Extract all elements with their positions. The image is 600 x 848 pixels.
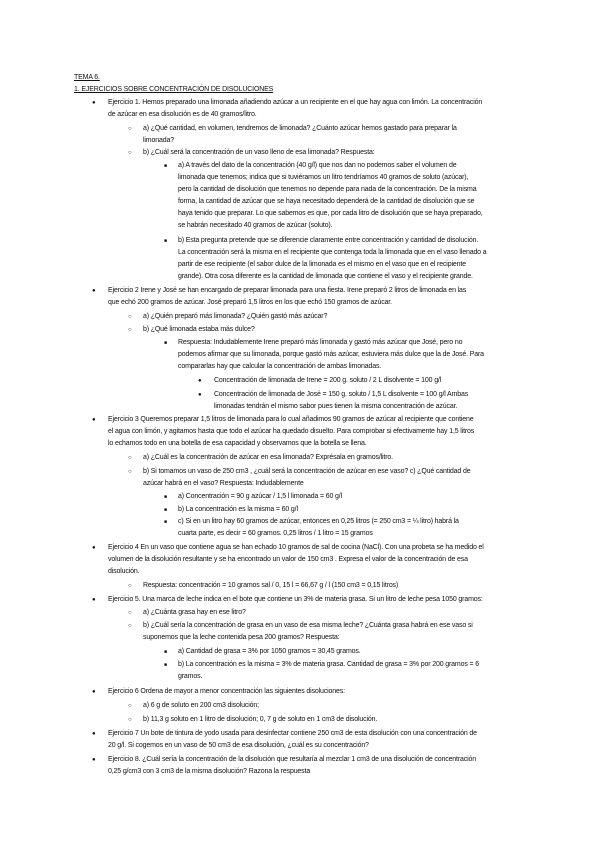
bullet-level-2 xyxy=(128,621,132,631)
bullet-level-2 xyxy=(128,701,132,711)
text-line: Ejercicio 2 Irene y José se han encargado de preparar limonada para una fiesta. Irene preparó 2 litros de limonada en las xyxy=(108,287,467,294)
text-line: suponemos que la leche contenida pesa 200 gramos? Respuesta: xyxy=(143,634,340,641)
section-heading: 1. EJERCICIOS SOBRE CONCENTRACIÓN DE DISOLUCIONES xyxy=(74,86,274,93)
text-line: Ejercicio 7 Un bote de tintura de yodo usada para desinfectar contiene 250 cm3 de esta disolución con una concentración de xyxy=(108,730,477,737)
text-line: Ejercicio 4 En un vaso que contiene agua se han echado 10 gramos de sal de cocina (NaCl). Con una probeta se ha medido el xyxy=(108,544,484,551)
bullet-level-2 xyxy=(128,467,132,477)
text-line: a) ¿Qué cantidad, en volumen, tendremos de limonada? ¿Cuánto azúcar hemos gastado para preparar la xyxy=(143,125,457,132)
bullet-level-3 xyxy=(164,647,167,657)
text-line: 20 g/l. Si cogemos en un vaso de 50 cm3 de esa disolución, ¿cuál es su concentración? xyxy=(108,742,369,749)
text-line: b) ¿Qué limonada estaba más dulce? xyxy=(143,326,255,333)
text-line: La concentración será la misma en el recipiente que contenga toda la limonada que en el vaso llenado a xyxy=(178,249,487,256)
text-line: haya tenido que preparar. Lo que sabemos es que, por cada litro de disolución que se haya preparado, xyxy=(178,210,483,217)
text-line: podemos afirmar que su limonada, porque gastó más azúcar, estuviera más dulce que la de José. Para xyxy=(178,351,484,358)
text-line: b) La concentración es la misma = 60 g/l xyxy=(178,506,298,513)
text-line: disolución. xyxy=(108,568,140,575)
text-line: el agua con limón, y agitamos hasta que todo el azúcar ha quedado disuelto. Para comprobar si efectivamente hay 1,5 litros xyxy=(108,428,475,435)
bullet-level-2 xyxy=(128,608,132,618)
text-line: a) Cantidad de grasa = 3% por 1050 gramos = 30,45 gramos. xyxy=(178,648,361,655)
text-line: que echó 200 gramos de azúcar. José preparó 1,5 litros en los que echó 150 gramos de azúcar. xyxy=(108,299,392,306)
text-line: de azúcar en esa disolución es de 40 gramos/litro. xyxy=(108,111,257,118)
bullet-level-4 xyxy=(198,376,202,386)
bullet-level-1 xyxy=(92,286,96,296)
text-line: compararlas hay que calcular la concentración de ambas limonadas. xyxy=(178,363,382,370)
text-line: Ejercicio 5. Una marca de leche indica en el bote que contiene un 3% de materia grasa. Si un litro de leche pesa 1050 gramos: xyxy=(108,596,483,603)
text-line: Concentración de limonada de José = 150 g. soluto / 1,5 L disolvente = 100 g/l Ambas xyxy=(214,391,469,398)
text-line: a) Concentración = 90 g azúcar / 1,5 l limonada = 60 g/l xyxy=(178,493,342,500)
text-line: b) ¿Cuál sería la concentración de grasa en un vaso de esa misma leche? ¿Cuánta grasa habrá en ese vaso si xyxy=(143,622,473,629)
text-line: Ejercicio 6 Ordena de mayor a menor concentración las siguientes disoluciones: xyxy=(108,688,345,695)
text-line: b) La concentración es la misma = 3% de materia grasa. Cantidad de grasa = 3% por 200 gramos = 6 xyxy=(178,661,479,668)
text-line: azúcar habrá en el vaso? Respuesta: Indudablemente xyxy=(143,480,304,487)
bullet-level-1 xyxy=(92,595,96,605)
text-line: Ejercicio 3 Queremos preparar 1,5 litros de limonada para lo cual añadimos 90 gramos de azúcar al recipiente que contiene xyxy=(108,416,474,423)
bullet-level-3 xyxy=(164,517,167,527)
text-line: limonadas tendrán el mismo sabor pues tienen la misma concentración de azúcar. xyxy=(214,403,458,410)
text-line: gramos. xyxy=(178,673,203,680)
text-line: Concentración de limonada de Irene = 200 g. soluto / 2 L disolvente = 100 g/l xyxy=(214,377,442,384)
text-line: cuarta parte, es decir = 60 gramos. 0,25 litros / 1 litro = 15 gramos xyxy=(178,530,373,537)
text-line: forma, la cantidad de azúcar que se haya necesitado dependerá de la cantidad de disolución que se xyxy=(178,198,475,205)
text-line: a) ¿Quién preparó más limonada? ¿Quién gastó más azúcar? xyxy=(143,313,328,320)
text-line: grande). Otra cosa diferente es la cantidad de limonada que contiene el vaso y el recipiente grande. xyxy=(178,273,473,280)
document-title: TEMA 6. xyxy=(74,74,100,81)
text-line: lo echamos todo en una botella de esa capacidad y observamos que la botella se llena. xyxy=(108,440,367,447)
text-line: b) Si tomamos un vaso de 250 cm3 , ¿cuál será la concentración de azúcar en ese vaso? c) ¿Qué cantidad de xyxy=(143,468,471,475)
bullet-level-2 xyxy=(128,124,132,134)
text-line: a) ¿Cuál es la concentración de azúcar en esa limonada? Exprésala en gramos/litro. xyxy=(143,454,393,461)
text-line: Respuesta: Indudablemente Irene preparó más limonada y gastó más azúcar que José, pero no xyxy=(178,339,463,346)
bullet-level-1 xyxy=(92,98,96,108)
bullet-level-2 xyxy=(128,325,132,335)
bullet-level-2 xyxy=(128,453,132,463)
bullet-level-1 xyxy=(92,687,96,697)
text-line: b) ¿Cuál será la concentración de un vaso lleno de esa limonada? Respuesta: xyxy=(143,149,375,156)
bullet-level-1 xyxy=(92,543,96,553)
text-line: se habrán necesitado 40 gramos de azúcar (soluto). xyxy=(178,222,333,229)
bullet-level-3 xyxy=(164,492,167,502)
text-line: volumen de la disolución resultante y se ha encontrado un valor de 150 cm3 . Expresa el valor de la concentración de esa xyxy=(108,556,468,563)
text-line: pero la cantidad de disolución que tenemos no depende para nada de la concentración. De la misma xyxy=(178,186,477,193)
bullet-level-3 xyxy=(164,338,167,348)
bullet-level-3 xyxy=(164,236,167,246)
text-line: a) ¿Cuánta grasa hay en ese litro? xyxy=(143,609,246,616)
text-line: b) Esta pregunta pretende que se diferencie claramente entre concentración y cantidad de disolución. xyxy=(178,237,479,244)
bullet-level-1 xyxy=(92,755,96,765)
text-line: limonada que tenemos; indica que si tuviéramos un litro tendríamos 40 gramos de soluto (azúcar), xyxy=(178,174,469,181)
text-line: Respuesta: concentración = 10 gramos sal / 0, 15 l = 66,67 g / l (150 cm3 = 0,15 litros) xyxy=(143,582,399,589)
bullet-level-2 xyxy=(128,715,132,725)
text-line: Ejercicio 8. ¿Cuál sería la concentración de la disolución que resultaría al mezclar 1 cm3 de una disolución de concentración xyxy=(108,756,477,763)
text-line: b) 11,3 g soluto en 1 litro de disolución; 0, 7 g de soluto en 1 cm3 de disolución. xyxy=(143,716,378,723)
bullet-level-4 xyxy=(198,390,202,400)
text-line: a) 6 g de soluto en 200 cm3 disolución; xyxy=(143,702,259,709)
bullet-level-3 xyxy=(164,161,167,171)
bullet-level-3 xyxy=(164,660,167,670)
text-line: 0,25 g/cm3 con 3 cm3 de la misma disolución? Razona la respuesta xyxy=(108,768,311,775)
text-line: partir de ese recipiente (el sabor dulce de la limonada es el mismo en el vaso que en el recipiente xyxy=(178,261,466,268)
bullet-level-2 xyxy=(128,312,132,322)
bullet-level-2 xyxy=(128,581,132,591)
text-line: limonada? xyxy=(143,137,174,144)
bullet-level-2 xyxy=(128,148,132,158)
bullet-level-1 xyxy=(92,729,96,739)
bullet-level-3 xyxy=(164,505,167,515)
text-line: c) Si en un litro hay 60 gramos de azúcar, entonces en 0,25 litros (= 250 cm3 = ¼ litro) habrá la xyxy=(178,518,459,525)
text-line: a) A través del dato de la concentración (40 g/l) que nos dan no podemos saber el volumen de xyxy=(178,162,457,169)
bullet-level-1 xyxy=(92,415,96,425)
text-line: Ejercicio 1. Hemos preparado una limonada añadiendo azúcar a un recipiente en el que hay agua con limón. La concentración xyxy=(108,99,483,106)
